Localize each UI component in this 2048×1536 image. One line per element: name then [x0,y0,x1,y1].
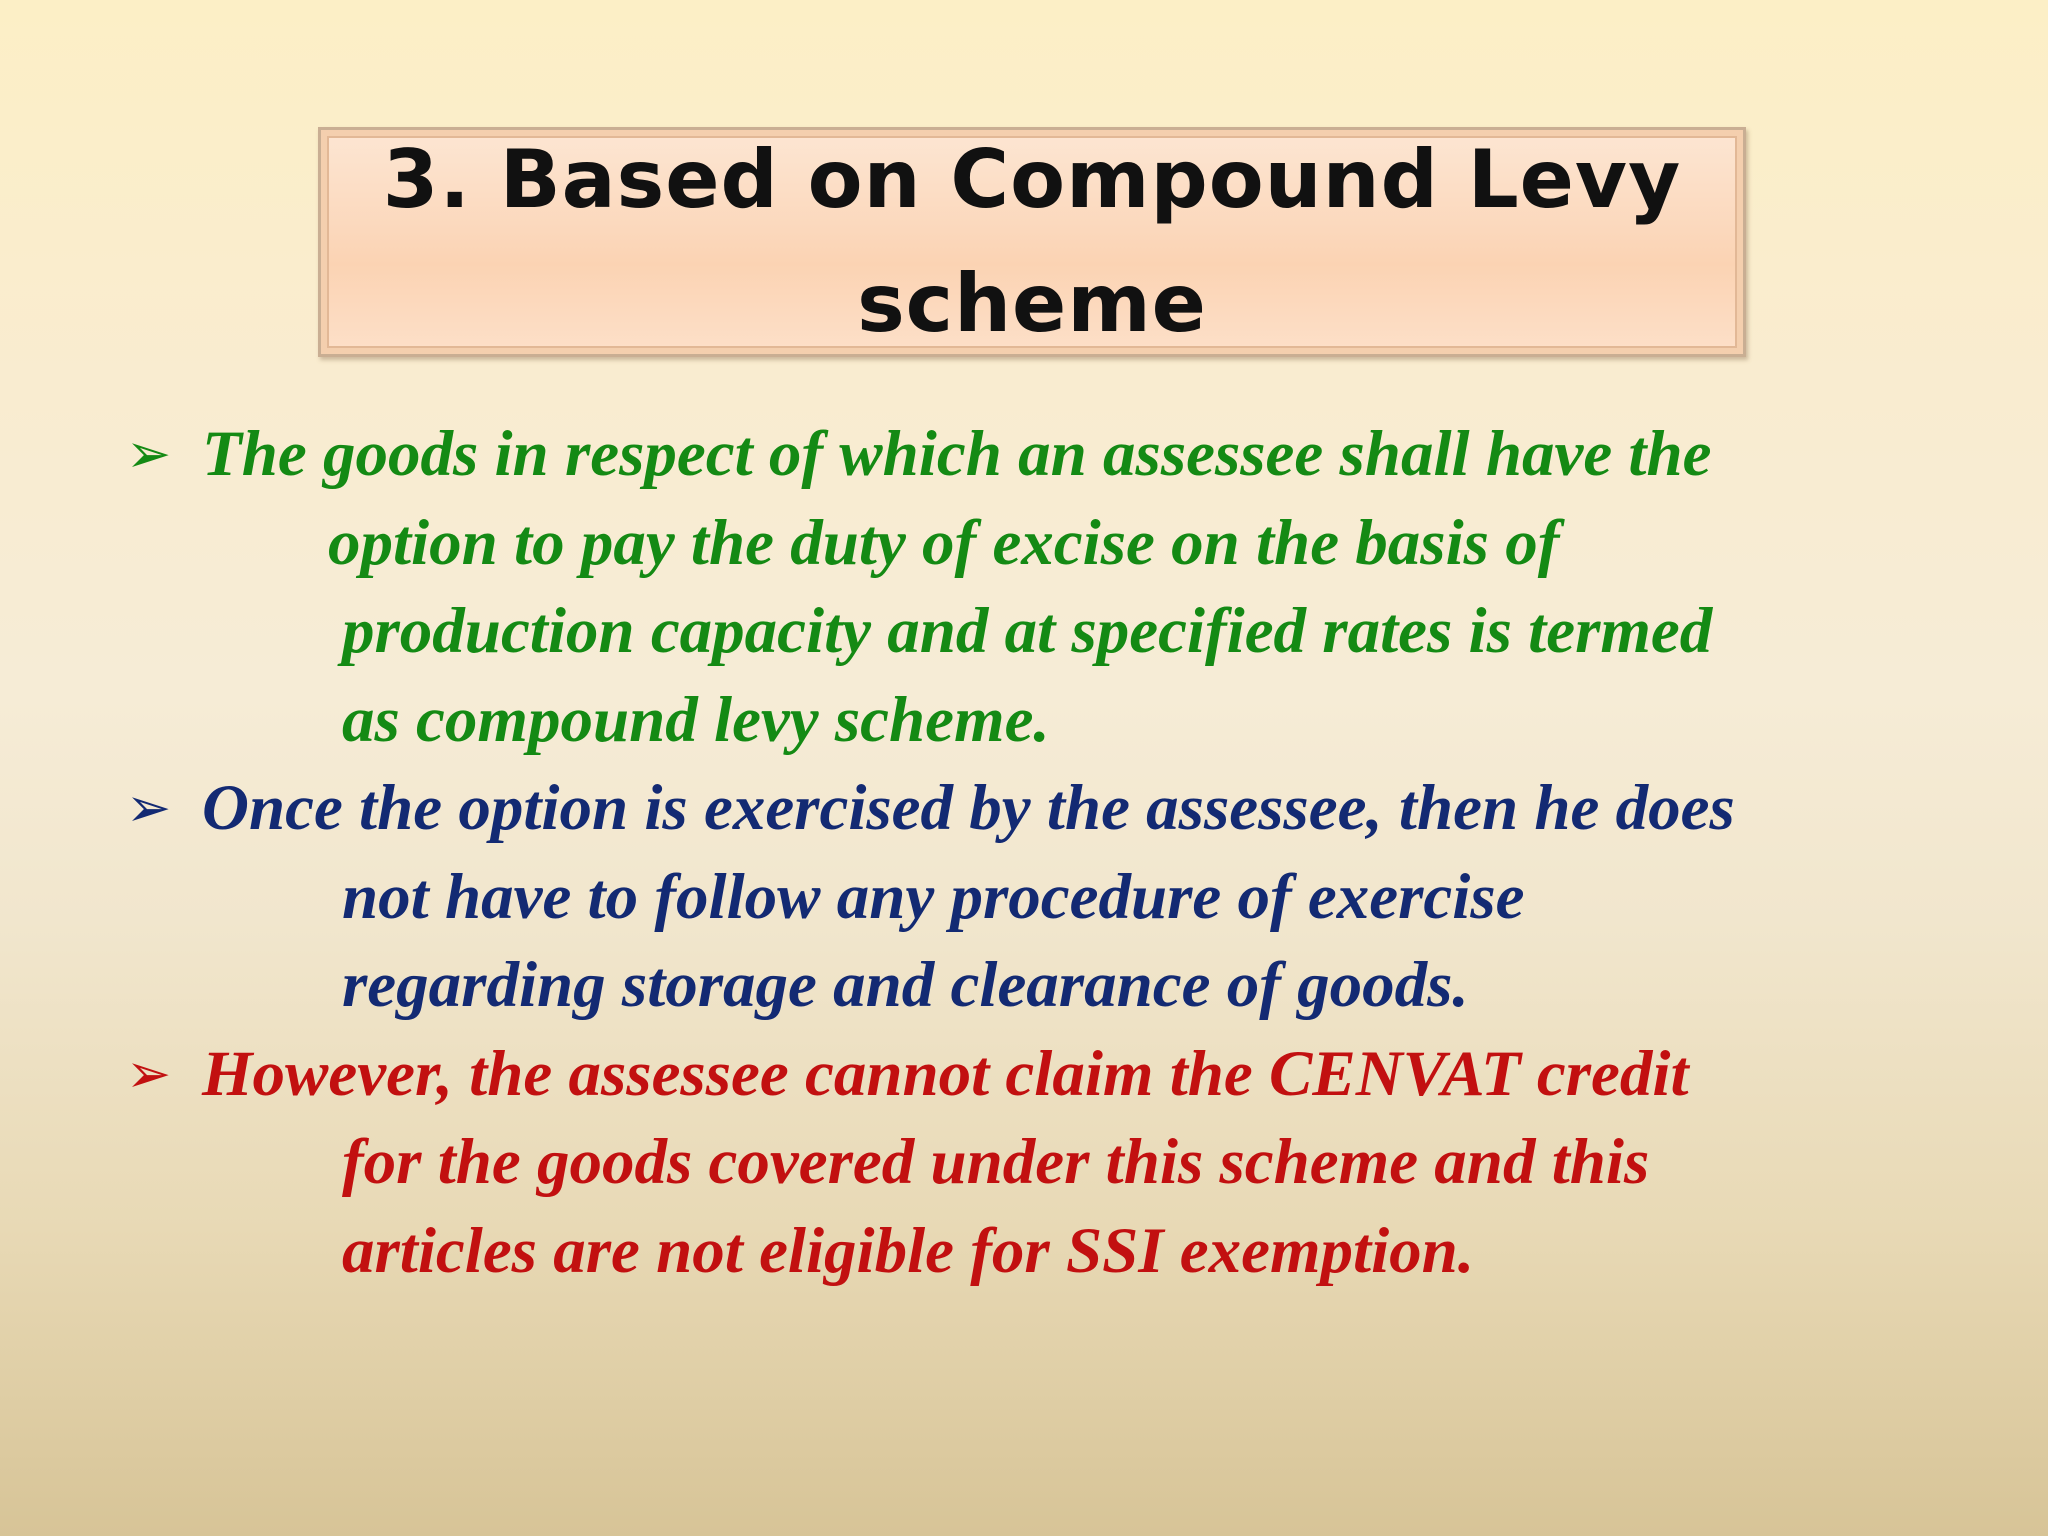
bullet-item-cenvat-credit [126,1030,1996,1296]
bullet-line: However, the assessee cannot claim the CENVAT credit [202,1037,1689,1110]
bullet-line: for the goods covered under this scheme and this [342,1126,1650,1198]
bullet-line: regarding storage and clearance of goods. [342,949,1469,1021]
bullet-item-compound-levy-definition [126,410,1996,764]
bullet-item-option-exercised [126,764,1996,1030]
bullet-line: The goods in respect of which an assessee shall have the [202,418,1712,490]
arrow-bullet-icon: ➢ [126,1041,172,1105]
bullet-line: not have to follow any procedure of exercise [342,860,1525,933]
bullet-line: articles are not eligible for SSI exemption. [342,1214,1475,1287]
bullet-line: production capacity and at specified rates is termed [342,595,1713,667]
title-box [318,127,1746,357]
bullet-list [126,410,1996,1295]
bullet-line: Once the option is exercised by the assessee, then he does [202,772,1735,844]
bullet-line: option to pay the duty of excise on the basis of [328,506,1560,579]
bullet-line: as compound levy scheme. [342,683,1050,756]
arrow-bullet-icon: ➢ [126,422,172,485]
arrow-bullet-icon: ➢ [126,776,172,839]
slide-title: 3. Based on Compound Levy scheme [382,133,1682,350]
